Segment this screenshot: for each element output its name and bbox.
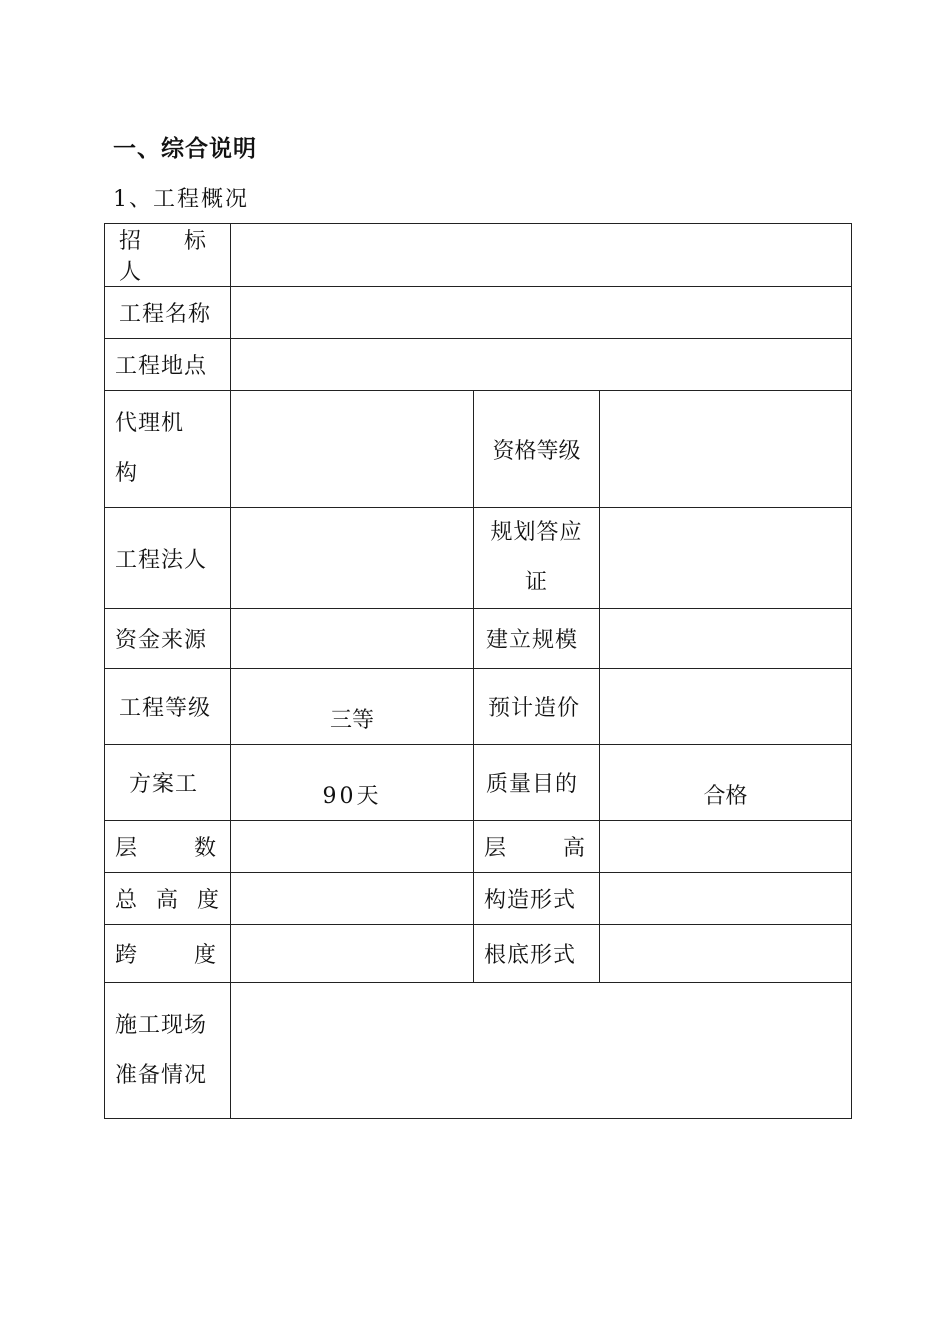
foundation-label: 根底形式 bbox=[474, 925, 600, 983]
agency-label-line2: 构 bbox=[115, 461, 139, 486]
floor-height-label bbox=[474, 821, 600, 873]
agency-label bbox=[105, 391, 231, 508]
scale-label: 建立规模 bbox=[474, 609, 600, 669]
project-name-label: 工程名称 bbox=[105, 287, 231, 339]
span-label-b: 度 bbox=[193, 943, 216, 968]
site-prep-label-line2: 准备情况 bbox=[115, 1062, 208, 1088]
foundation-value[interactable] bbox=[600, 925, 852, 983]
funding-value[interactable] bbox=[231, 609, 474, 669]
qualification-value[interactable] bbox=[600, 391, 852, 508]
table-row bbox=[105, 339, 852, 391]
span-label-a: 跨 bbox=[115, 943, 138, 968]
floors-label-a: 层 bbox=[115, 836, 138, 861]
span-label bbox=[105, 925, 231, 983]
grade-label: 工程等级 bbox=[105, 669, 231, 745]
qualification-label: 资格等级 bbox=[474, 391, 600, 508]
legal-person-label: 工程法人 bbox=[105, 508, 231, 609]
total-height-label: 总 高 度 bbox=[105, 873, 231, 925]
table-row bbox=[105, 287, 852, 339]
floors-value[interactable] bbox=[231, 821, 474, 873]
estimated-cost-label: 预计造价 bbox=[474, 669, 600, 745]
total-height-value[interactable] bbox=[231, 873, 474, 925]
estimated-cost-value[interactable] bbox=[600, 669, 852, 745]
legal-person-value[interactable] bbox=[231, 508, 474, 609]
table-row bbox=[105, 508, 852, 609]
planning-permit-value[interactable] bbox=[600, 508, 852, 609]
table-row bbox=[105, 983, 852, 1119]
floor-height-label-b: 高 bbox=[562, 836, 585, 861]
subsection-heading: 1、工程概况 bbox=[113, 187, 249, 212]
schedule-label: 方案工 bbox=[105, 745, 231, 821]
agency-value[interactable] bbox=[231, 391, 474, 508]
project-location-value[interactable] bbox=[231, 339, 852, 391]
table-row bbox=[105, 821, 852, 873]
floors-label bbox=[105, 821, 231, 873]
table-row bbox=[105, 669, 852, 745]
tenderer-value[interactable] bbox=[231, 224, 852, 287]
table-row bbox=[105, 873, 852, 925]
quality-value: 合格 bbox=[600, 745, 852, 821]
site-prep-value[interactable] bbox=[231, 983, 852, 1119]
span-value[interactable] bbox=[231, 925, 474, 983]
table-row bbox=[105, 925, 852, 983]
floor-height-label-a: 层 bbox=[484, 836, 507, 861]
project-name-value[interactable] bbox=[231, 287, 852, 339]
agency-label-line1: 代理机 bbox=[115, 411, 185, 436]
planning-permit-label-line2: 证 bbox=[524, 570, 548, 595]
site-prep-label bbox=[105, 983, 231, 1119]
planning-permit-label-line1: 规划答应 bbox=[490, 520, 583, 545]
table-row bbox=[105, 391, 852, 508]
quality-label: 质量目的 bbox=[474, 745, 600, 821]
table-row bbox=[105, 224, 852, 287]
table-row bbox=[105, 609, 852, 669]
tenderer-label: 招 标 人 bbox=[105, 224, 231, 287]
section-heading: 一、综合说明 bbox=[113, 136, 257, 162]
table-row bbox=[105, 745, 852, 821]
project-location-label: 工程地点 bbox=[105, 339, 231, 391]
site-prep-label-line1: 施工现场 bbox=[115, 1012, 208, 1038]
funding-label: 资金来源 bbox=[105, 609, 231, 669]
scale-value[interactable] bbox=[600, 609, 852, 669]
structure-label: 构造形式 bbox=[474, 873, 600, 925]
floors-label-b: 数 bbox=[193, 836, 216, 861]
planning-permit-label bbox=[474, 508, 600, 609]
project-overview-table bbox=[104, 223, 852, 1119]
structure-value[interactable] bbox=[600, 873, 852, 925]
grade-value: 三等 bbox=[231, 669, 474, 745]
floor-height-value[interactable] bbox=[600, 821, 852, 873]
schedule-value: 90天 bbox=[231, 745, 474, 821]
